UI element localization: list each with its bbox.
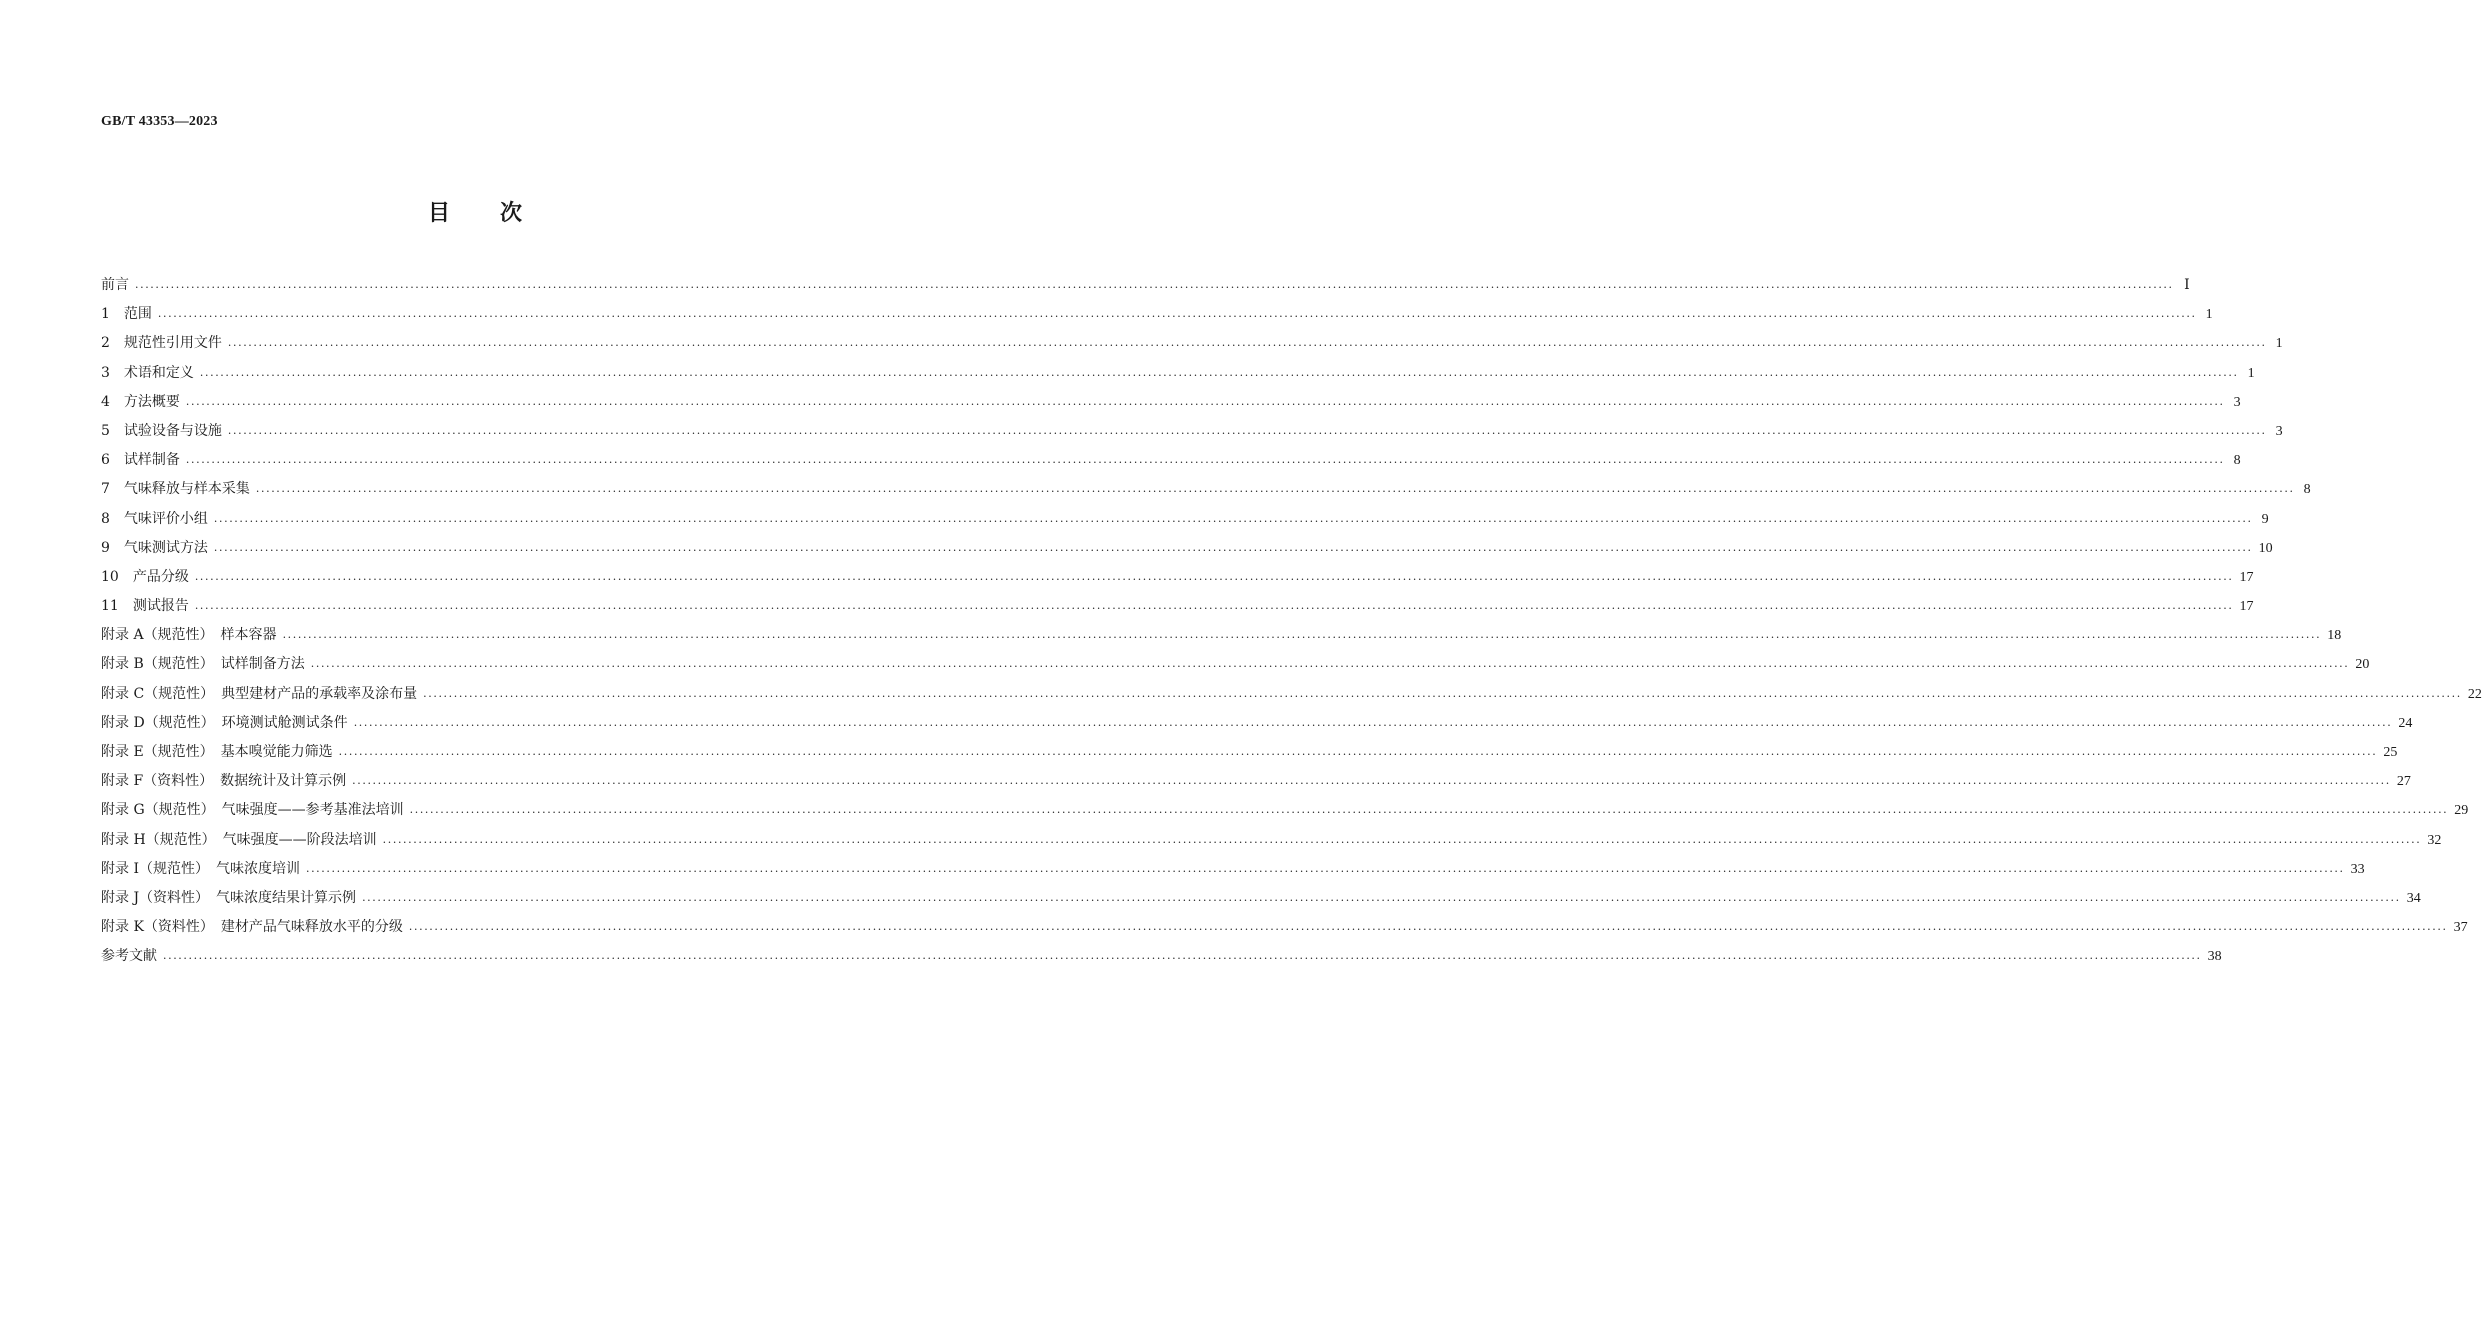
- toc-entry-normative-references[interactable]: [101, 329, 2283, 358]
- title-char-1: 目: [427, 201, 450, 226]
- toc-entry-odor-release[interactable]: [101, 475, 2311, 504]
- toc-entry-annex-h[interactable]: [101, 826, 2442, 855]
- toc-label: 参考文献: [101, 948, 157, 965]
- toc-leader: ················································································································································································································································································································································································································: [423, 689, 2462, 703]
- toc-entry-terms[interactable]: [101, 359, 2255, 388]
- toc-page-number: 18: [2327, 628, 2342, 644]
- toc-leader: ················································································································································································································································································································································································································: [255, 485, 2295, 499]
- toc-label: 3 术语和定义: [101, 364, 194, 381]
- toc-entry-annex-a[interactable]: [101, 621, 2342, 650]
- toc-label: 附录 J（资料性） 气味浓度结果计算示例: [101, 889, 357, 906]
- toc-entry-foreword[interactable]: [101, 271, 2190, 300]
- toc-page-number: 25: [2383, 745, 2398, 760]
- toc-label: 附录 E（规范性） 基本嗅觉能力筛选: [101, 744, 333, 760]
- toc-page-number: 22: [2467, 686, 2482, 702]
- toc-leader: ················································································································································································································································································································································································································: [305, 864, 2345, 878]
- toc-label: 11 测试报告: [101, 598, 189, 615]
- toc-label: 6 试样制备: [101, 452, 180, 469]
- title-char-2: 次: [500, 201, 523, 226]
- toc-leader: ················································································································································································································································································································································································································: [282, 631, 2322, 645]
- standard-code: GB/T 43353—2023: [101, 114, 218, 129]
- toc-leader: ················································································································································································································································································································································································································: [157, 310, 2197, 324]
- toc-page-number: 10: [2258, 540, 2273, 556]
- toc-leader: ················································································································································································································································································································································································································: [199, 368, 2239, 382]
- toc-entry-annex-i[interactable]: [101, 855, 2365, 884]
- toc-page-number: 1: [2275, 336, 2283, 352]
- toc-page-number: 9: [2261, 511, 2269, 527]
- toc-entry-panel[interactable]: [101, 505, 2269, 534]
- toc-label: 9 气味测试方法: [101, 539, 208, 556]
- toc-label: 附录 D（规范性） 环境测试舱测试条件: [101, 714, 348, 731]
- toc-label: 附录 F（资料性） 数据统计及计算示例: [101, 773, 347, 790]
- toc-page-number: 33: [2350, 861, 2365, 877]
- toc-page-number: 17: [2239, 569, 2254, 585]
- toc-entry-scope[interactable]: [101, 300, 2213, 329]
- toc-page-number: 1: [2247, 365, 2255, 381]
- toc-leader: ················································································································································································································································································································································································································: [185, 456, 2225, 470]
- toc-entry-equipment[interactable]: [101, 417, 2283, 446]
- toc-page-number: 27: [2396, 774, 2411, 790]
- toc-page-number: 34: [2406, 890, 2421, 906]
- toc-page-number: 37: [2453, 920, 2468, 936]
- toc-page-number: 17: [2239, 599, 2254, 615]
- toc-label: 5 试验设备与设施: [101, 422, 222, 439]
- toc-label: 附录 A（规范性） 样本容器: [101, 627, 277, 644]
- toc-leader: ················································································································································································································································································································································································································: [227, 426, 2267, 440]
- toc-entry-sample-prep[interactable]: [101, 446, 2241, 475]
- toc-page-number: 38: [2207, 949, 2222, 965]
- toc-entry-annex-k[interactable]: [101, 913, 2468, 942]
- toc-entry-report[interactable]: [101, 592, 2254, 621]
- toc-entry-annex-c[interactable]: [101, 680, 2482, 709]
- toc-leader: ················································································································································································································································································································································································································: [353, 718, 2393, 732]
- toc-leader: ················································································································································································································································································································································································································: [213, 543, 2253, 557]
- toc-label: 附录 H（规范性） 气味强度——阶段法培训: [101, 831, 377, 848]
- toc-entry-test-method[interactable]: [101, 534, 2273, 563]
- toc-label: 4 方法概要: [101, 393, 180, 410]
- toc-entry-method-overview[interactable]: [101, 388, 2241, 417]
- toc-leader: ················································································································································································································································································································································································································: [338, 748, 2378, 761]
- toc-label: 2 规范性引用文件: [101, 335, 222, 352]
- toc-page-number: 8: [2233, 453, 2241, 469]
- toc-label: 1 范围: [101, 306, 152, 323]
- toc-page-number: 1: [2205, 307, 2213, 323]
- toc-leader: ················································································································································································································································································································································································································: [408, 923, 2448, 937]
- toc-leader: ················································································································································································································································································································································································································: [213, 514, 2253, 528]
- toc-page-number: 3: [2275, 423, 2283, 439]
- toc-leader: ················································································································································································································································································································································································································: [135, 281, 2174, 294]
- toc-label: 7 气味释放与样本采集: [101, 481, 250, 498]
- toc-page-number: Ⅰ: [2184, 278, 2190, 293]
- toc-entry-annex-b[interactable]: [101, 650, 2370, 679]
- toc-label: 前言: [101, 277, 129, 293]
- toc-entry-annex-f[interactable]: [101, 767, 2411, 796]
- toc-page-number: 24: [2398, 715, 2413, 731]
- toc-page-number: 8: [2303, 482, 2311, 498]
- toc-leader: ················································································································································································································································································································································································································: [362, 893, 2401, 907]
- toc-page-number: 3: [2233, 394, 2241, 410]
- toc-page-number: 20: [2355, 657, 2370, 673]
- toc-entry-annex-j[interactable]: [101, 884, 2421, 913]
- toc-entry-annex-e[interactable]: [101, 738, 2398, 767]
- toc-leader: ················································································································································································································································································································································································································: [352, 777, 2391, 791]
- toc-label: 附录 I（规范性） 气味浓度培训: [101, 860, 300, 877]
- toc-label: 附录 C（规范性） 典型建材产品的承载率及涂布量: [101, 685, 418, 702]
- toc-label: 附录 G（规范性） 气味强度——参考基准法培训: [101, 802, 404, 819]
- toc-leader: ················································································································································································································································································································································································································: [163, 952, 2202, 966]
- toc-entry-annex-d[interactable]: [101, 709, 2413, 738]
- toc-leader: ················································································································································································································································································································································································································: [194, 602, 2234, 616]
- toc-label: 8 气味评价小组: [101, 510, 208, 527]
- toc-label: 附录 B（规范性） 试样制备方法: [101, 656, 305, 673]
- toc-leader: ················································································································································································································································································································································································································: [382, 835, 2422, 849]
- toc-page-number: 29: [2454, 803, 2469, 819]
- page-title: [0, 196, 950, 227]
- toc-entry-bibliography[interactable]: [101, 942, 2222, 971]
- toc-leader: ················································································································································································································································································································································································································: [409, 806, 2449, 820]
- toc-leader: ················································································································································································································································································································································································································: [310, 660, 2350, 674]
- toc-entry-annex-g[interactable]: [101, 796, 2469, 825]
- table-of-contents: [101, 271, 2482, 972]
- toc-entry-grading[interactable]: [101, 563, 2254, 592]
- toc-label: 附录 K（资料性） 建材产品气味释放水平的分级: [101, 919, 403, 936]
- toc-leader: ················································································································································································································································································································································································································: [227, 339, 2267, 353]
- toc-leader: ················································································································································································································································································································································································································: [194, 572, 2234, 586]
- toc-label: 10 产品分级: [101, 568, 189, 585]
- toc-page-number: 32: [2427, 832, 2442, 848]
- toc-leader: ················································································································································································································································································································································································································: [185, 397, 2225, 411]
